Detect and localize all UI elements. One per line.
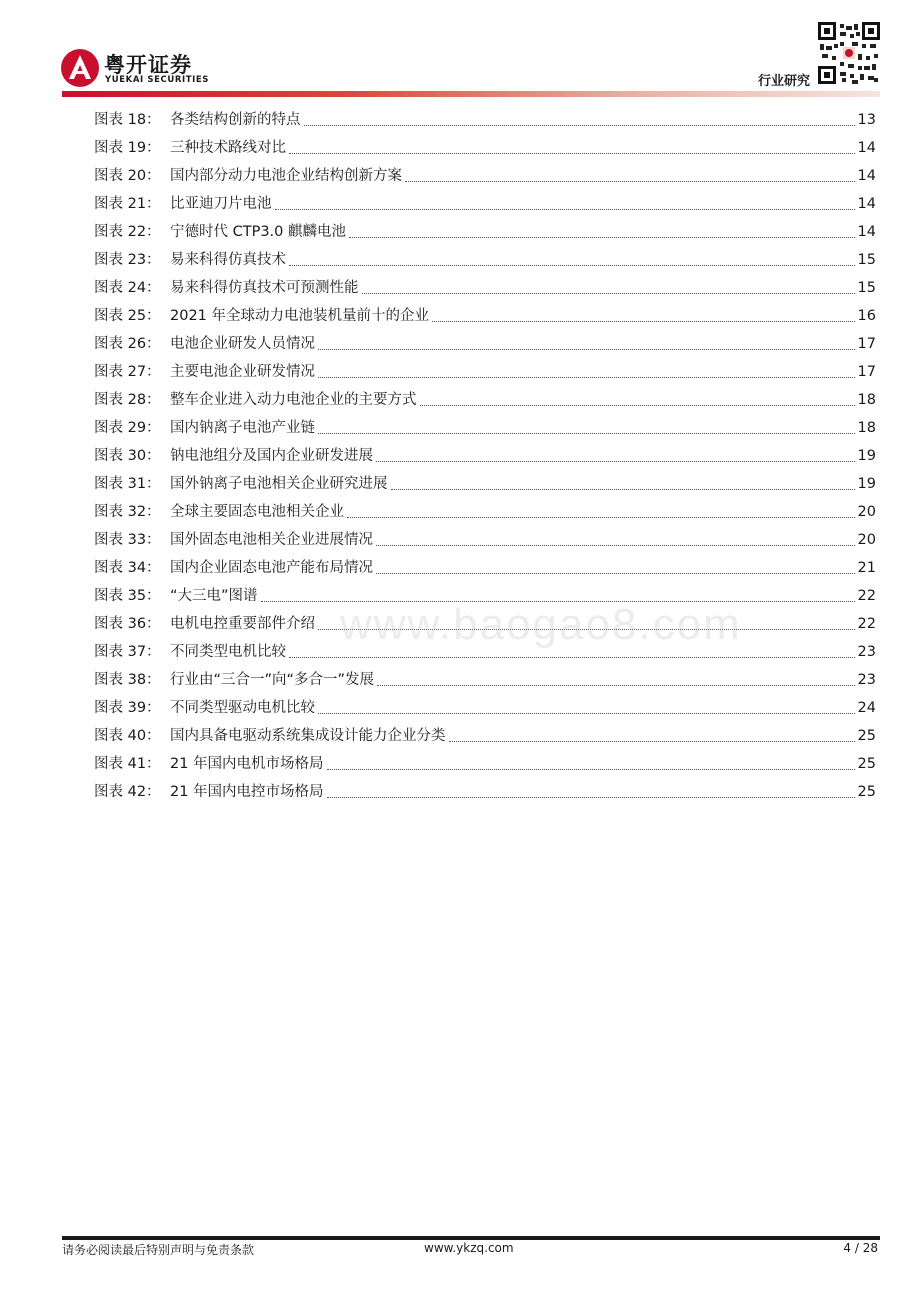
footer-page-number: 4 / 28 xyxy=(843,1241,878,1255)
toc-dot-leader xyxy=(327,768,855,770)
qr-code-icon xyxy=(818,22,880,84)
toc-entry-title: 国外固态电池相关企业进展情况 xyxy=(170,532,373,548)
toc-entry-page: 19 xyxy=(857,476,876,492)
toc-entry[interactable] xyxy=(94,358,876,386)
toc-entry-label: 图表 38： xyxy=(94,672,161,688)
toc-entry-label: 图表 27： xyxy=(94,364,161,380)
toc-dot-leader xyxy=(449,740,855,742)
page-header xyxy=(0,0,920,100)
toc-dot-leader xyxy=(376,572,855,574)
toc-entry[interactable] xyxy=(94,470,876,498)
toc-entry[interactable] xyxy=(94,554,876,582)
toc-entry-page: 15 xyxy=(857,252,876,268)
toc-dot-leader xyxy=(327,796,855,798)
toc-entry-page: 24 xyxy=(857,700,876,716)
toc-entry-label: 图表 22： xyxy=(94,224,161,240)
toc-entry-title: 2021 年全球动力电池装机量前十的企业 xyxy=(170,308,430,324)
toc-entry[interactable] xyxy=(94,414,876,442)
toc-entry[interactable] xyxy=(94,498,876,526)
toc-entry-label: 图表 40： xyxy=(94,728,161,744)
toc-entry-label: 图表 30： xyxy=(94,448,161,464)
toc-entry-page: 25 xyxy=(857,784,876,800)
toc-entry-label: 图表 19： xyxy=(94,140,161,156)
toc-entry-title: 易来科得仿真技术 xyxy=(170,252,286,268)
toc-entry-title: 各类结构创新的特点 xyxy=(170,112,301,128)
toc-entry-label: 图表 34： xyxy=(94,560,161,576)
company-logo xyxy=(60,48,260,88)
toc-entry-page: 14 xyxy=(857,196,876,212)
figure-table-of-contents xyxy=(94,106,876,806)
toc-entry[interactable] xyxy=(94,106,876,134)
toc-dot-leader xyxy=(289,152,855,154)
header-divider xyxy=(62,91,880,97)
toc-entry-page: 15 xyxy=(857,280,876,296)
toc-entry-page: 14 xyxy=(857,224,876,240)
toc-entry-title: 三种技术路线对比 xyxy=(170,140,286,156)
toc-entry-title: 不同类型驱动电机比较 xyxy=(170,700,315,716)
toc-dot-leader xyxy=(275,208,855,210)
toc-entry[interactable] xyxy=(94,442,876,470)
toc-entry-label: 图表 31： xyxy=(94,476,161,492)
toc-dot-leader xyxy=(376,544,855,546)
toc-entry-page: 14 xyxy=(857,140,876,156)
footer-website: www.ykzq.com xyxy=(424,1241,514,1255)
toc-entry[interactable] xyxy=(94,694,876,722)
footer-disclaimer: 请务必阅读最后特别声明与免责条款 xyxy=(62,1243,255,1257)
toc-dot-leader xyxy=(377,684,855,686)
toc-entry-title: 21 年国内电控市场格局 xyxy=(170,784,324,800)
toc-entry[interactable] xyxy=(94,134,876,162)
logo-chinese-name: 粤开证券 xyxy=(104,53,192,77)
toc-dot-leader xyxy=(289,264,855,266)
toc-entry-label: 图表 32： xyxy=(94,504,161,520)
toc-entry-page: 19 xyxy=(857,448,876,464)
toc-entry-label: 图表 37： xyxy=(94,644,161,660)
toc-entry-label: 图表 26： xyxy=(94,336,161,352)
toc-entry-title: 国内具备电驱动系统集成设计能力企业分类 xyxy=(170,728,446,744)
toc-entry-label: 图表 35： xyxy=(94,588,161,604)
report-type-label: 行业研究 xyxy=(757,74,810,89)
toc-entry-page: 17 xyxy=(857,336,876,352)
page-footer xyxy=(62,1241,880,1261)
toc-entry[interactable] xyxy=(94,274,876,302)
toc-entry-page: 16 xyxy=(857,308,876,324)
toc-entry-page: 17 xyxy=(857,364,876,380)
toc-entry-title: 钠电池组分及国内企业研发进展 xyxy=(170,448,373,464)
toc-entry-label: 图表 25： xyxy=(94,308,161,324)
toc-dot-leader xyxy=(347,516,855,518)
toc-entry-page: 22 xyxy=(857,588,876,604)
footer-divider xyxy=(62,1236,880,1240)
toc-entry-label: 图表 20： xyxy=(94,168,161,184)
toc-entry[interactable] xyxy=(94,246,876,274)
toc-dot-leader xyxy=(391,488,855,490)
toc-entry-page: 14 xyxy=(857,168,876,184)
toc-entry-page: 13 xyxy=(857,112,876,128)
toc-dot-leader xyxy=(420,404,855,406)
toc-entry-label: 图表 23： xyxy=(94,252,161,268)
toc-entry-label: 图表 24： xyxy=(94,280,161,296)
toc-dot-leader xyxy=(304,124,855,126)
logo-mark-icon xyxy=(60,48,100,88)
toc-entry-title: 宁德时代 CTP3.0 麒麟电池 xyxy=(170,224,347,240)
toc-entry-title: 21 年国内电机市场格局 xyxy=(170,756,324,772)
toc-entry-label: 图表 28： xyxy=(94,392,161,408)
toc-entry-title: 电机电控重要部件介绍 xyxy=(170,616,315,632)
toc-entry-title: 国外钠离子电池相关企业研究进展 xyxy=(170,476,388,492)
logo-english-name: YUEKAI SECURITIES xyxy=(105,75,210,85)
toc-entry-title: 整车企业进入动力电池企业的主要方式 xyxy=(170,392,417,408)
toc-entry[interactable] xyxy=(94,218,876,246)
toc-entry[interactable] xyxy=(94,190,876,218)
toc-entry[interactable] xyxy=(94,666,876,694)
toc-entry[interactable] xyxy=(94,722,876,750)
toc-entry-page: 23 xyxy=(857,644,876,660)
toc-entry[interactable] xyxy=(94,330,876,358)
toc-entry-page: 18 xyxy=(857,420,876,436)
toc-entry[interactable] xyxy=(94,750,876,778)
toc-entry-title: 比亚迪刀片电池 xyxy=(170,196,272,212)
toc-entry-title: 不同类型电机比较 xyxy=(170,644,286,660)
toc-entry-title: 国内钠离子电池产业链 xyxy=(170,420,315,436)
toc-entry-title: “大三电”图谱 xyxy=(170,588,258,604)
toc-entry-label: 图表 18： xyxy=(94,112,161,128)
toc-entry-page: 21 xyxy=(857,560,876,576)
toc-entry-title: 易来科得仿真技术可预测性能 xyxy=(170,280,359,296)
toc-dot-leader xyxy=(376,460,855,462)
toc-entry-label: 图表 39： xyxy=(94,700,161,716)
toc-entry-title: 国内企业固态电池产能布局情况 xyxy=(170,560,373,576)
toc-entry-label: 图表 33： xyxy=(94,532,161,548)
toc-dot-leader xyxy=(318,376,855,378)
toc-entry-page: 20 xyxy=(857,532,876,548)
toc-dot-leader xyxy=(318,712,855,714)
toc-dot-leader xyxy=(432,320,855,322)
toc-dot-leader xyxy=(405,180,855,182)
toc-entry-label: 图表 21： xyxy=(94,196,161,212)
toc-dot-leader xyxy=(289,656,855,658)
toc-entry-title: 行业由“三合一”向“多合一”发展 xyxy=(170,672,375,688)
toc-entry-page: 18 xyxy=(857,392,876,408)
toc-entry-title: 国内部分动力电池企业结构创新方案 xyxy=(170,168,402,184)
toc-entry[interactable] xyxy=(94,778,876,806)
toc-entry-label: 图表 29： xyxy=(94,420,161,436)
toc-entry-label: 图表 42： xyxy=(94,784,161,800)
toc-entry[interactable] xyxy=(94,302,876,330)
toc-entry-title: 电池企业研发人员情况 xyxy=(170,336,315,352)
toc-dot-leader xyxy=(362,292,855,294)
toc-entry-label: 图表 41： xyxy=(94,756,161,772)
toc-entry-page: 25 xyxy=(857,756,876,772)
toc-dot-leader xyxy=(349,236,855,238)
toc-entry-title: 全球主要固态电池相关企业 xyxy=(170,504,344,520)
toc-entry-title: 主要电池企业研发情况 xyxy=(170,364,315,380)
toc-entry[interactable] xyxy=(94,526,876,554)
toc-dot-leader xyxy=(318,348,855,350)
toc-entry-page: 23 xyxy=(857,672,876,688)
toc-entry-page: 20 xyxy=(857,504,876,520)
toc-entry-label: 图表 36： xyxy=(94,616,161,632)
toc-entry-page: 22 xyxy=(857,616,876,632)
toc-entry[interactable] xyxy=(94,162,876,190)
toc-dot-leader xyxy=(318,432,855,434)
toc-entry[interactable] xyxy=(94,386,876,414)
toc-entry-page: 25 xyxy=(857,728,876,744)
watermark: www.baogao8.com xyxy=(340,600,742,649)
